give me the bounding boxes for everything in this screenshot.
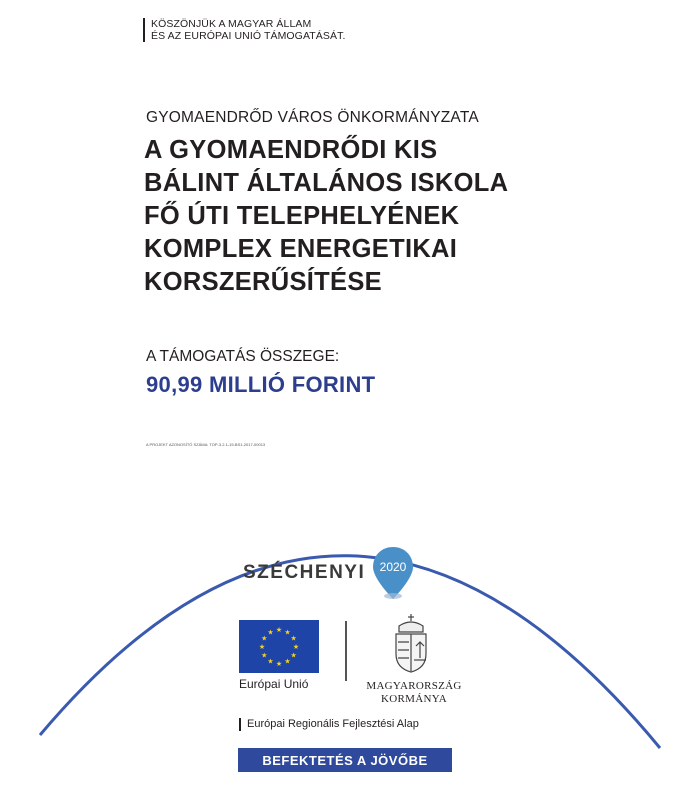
szechenyi-text: SZÉCHENYI <box>243 562 366 583</box>
title-line: FŐ ÚTI TELEPHELYÉNEK <box>144 202 460 230</box>
beneficiary-name: GYOMAENDRŐD VÁROS ÖNKORMÁNYZATA <box>146 109 479 126</box>
slogan-banner: BEFEKTETÉS A JÖVŐBE <box>238 748 452 772</box>
szechenyi-year: 2020 <box>379 560 407 574</box>
gov-line-2: KORMÁNYA <box>381 693 447 705</box>
title-line: A GYOMAENDRŐDI KIS <box>144 136 438 164</box>
logo-divider <box>345 621 347 681</box>
amount-value: 90,99 MILLIÓ FORINT <box>146 372 376 397</box>
eu-star: ★ <box>261 652 268 660</box>
eu-star: ★ <box>267 629 274 637</box>
map-pin-icon <box>369 545 417 601</box>
eu-star: ★ <box>267 658 274 666</box>
eu-star: ★ <box>290 652 297 660</box>
coat-of-arms-icon <box>390 612 432 676</box>
gov-line-1: MAGYARORSZÁG <box>366 680 462 692</box>
eu-star: ★ <box>284 629 291 637</box>
eu-flag-icon <box>239 620 319 673</box>
eu-star: ★ <box>292 644 300 651</box>
thanks-line-1: KÖSZÖNJÜK A MAGYAR ÁLLAM <box>151 18 312 30</box>
amount-label: A TÁMOGATÁS ÖSSZEGE: <box>146 348 340 365</box>
title-line: BÁLINT ÁLTALÁNOS ISKOLA <box>144 169 509 197</box>
eu-star: ★ <box>284 658 291 666</box>
eu-star: ★ <box>275 627 283 634</box>
project-id: A PROJEKT AZONOSÍTÓ SZÁMA: TOP-3.2.1-15-BS1-2017-00013 <box>146 442 266 447</box>
eu-star: ★ <box>275 661 283 668</box>
eu-logo <box>239 620 319 691</box>
eu-star: ★ <box>261 635 268 643</box>
eu-label: Európai Unió <box>239 677 309 691</box>
title-line: KORSZERŰSÍTÉSE <box>144 268 382 296</box>
szechenyi-logo <box>243 545 417 601</box>
government-logo-text <box>358 680 470 706</box>
title-line: KOMPLEX ENERGETIKAI <box>144 235 458 263</box>
thanks-line-2: ÉS AZ EURÓPAI UNIÓ TÁMOGATÁSÁT. <box>151 30 346 42</box>
eu-star: ★ <box>290 635 297 643</box>
eu-star: ★ <box>258 644 266 651</box>
fund-label: Európai Regionális Fejlesztési Alap <box>239 718 419 731</box>
